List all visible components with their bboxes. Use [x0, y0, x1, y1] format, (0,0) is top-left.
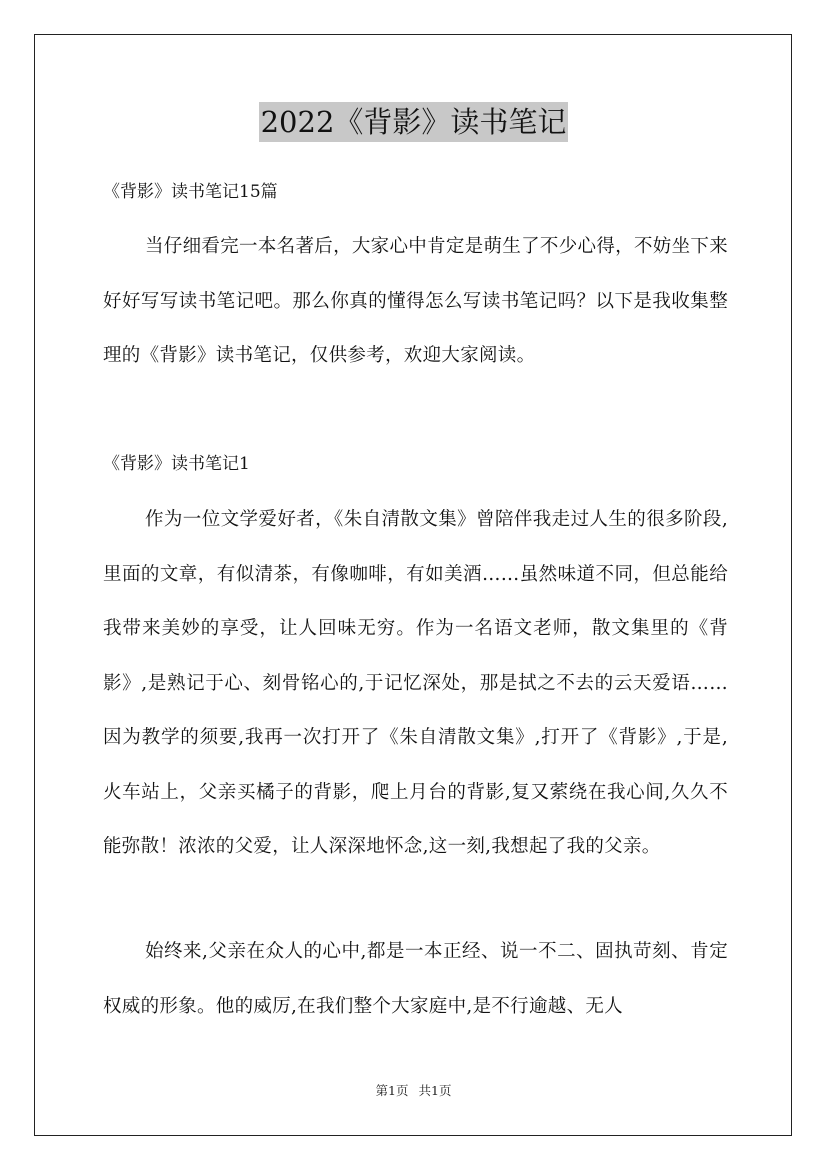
page-total: 共1页	[418, 1083, 452, 1098]
body-paragraph-1: 作为一位文学爱好者，《朱自清散文集》曾陪伴我走过人生的很多阶段,里面的文章，有似清茶，有像咖啡，有如美酒……虽然味道不同，但总能给我带来美妙的享受，让人回味无穷。作为一名语文老师，散文集里的《背影》,是熟记于心、刻骨铭心的,于记忆深处，那是拭之不去的云天爱语……因为教学的须要,我再一次打开了《朱自清散文集》,打开了《背影》,于是,火车站上，父亲买橘子的背影，爬上月台的背影,复又萦绕在我心间,久久不能弥散！浓浓的父爱，让人深深地怀念,这一刻,我想起了我的父亲。	[103, 509, 728, 857]
document-title: 2022《背影》读书笔记	[259, 102, 569, 142]
page-footer	[0, 1082, 827, 1100]
document-subtitle: 《背影》读书笔记15篇	[103, 182, 278, 202]
section-heading: 《背影》读书笔记1	[103, 454, 250, 474]
title-container	[0, 102, 827, 142]
intro-paragraph: 当仔细看完一本名著后，大家心中肯定是萌生了不少心得，不妨坐下来好好写写读书笔记吧。那么你真的懂得怎么写读书笔记吗？以下是我收集整理的《背影》读书笔记，仅供参考，欢迎大家阅读。	[103, 236, 728, 366]
page-number: 第1页	[375, 1083, 409, 1098]
body-paragraph-2: 始终来,父亲在众人的心中,都是一本正经、说一不二、固执苛刻、肯定权威的形象。他的威厉,在我们整个大家庭中,是不行逾越、无人	[103, 941, 728, 1017]
